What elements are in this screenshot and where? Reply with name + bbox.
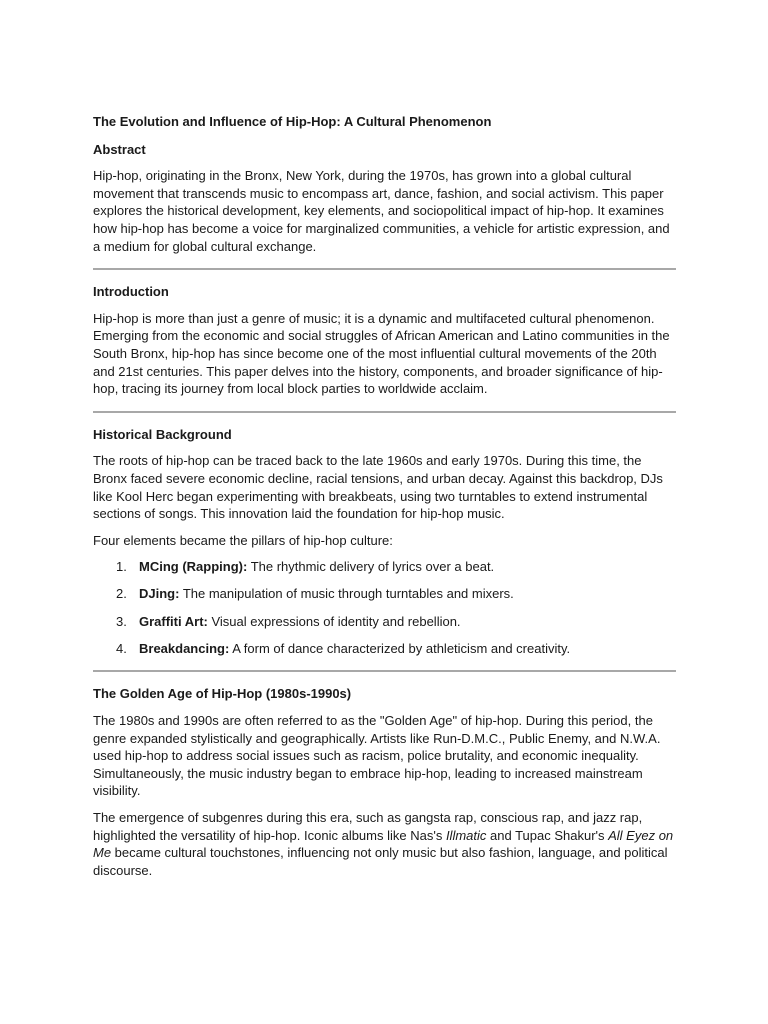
- abstract-heading: Abstract: [93, 141, 146, 157]
- introduction-body: Hip-hop is more than just a genre of music; it is a dynamic and multifaceted cultural phenomenon. Emerging from the economic and social struggles of African American and Latino communities in the South Bronx, hip-hop has since become one of the most influential cultural movements of the 20th and 21st centuries. This paper delves into the history, components, and broader significance of hip-hop, tracing its journey from local block parties to worldwide acclaim.: [93, 310, 670, 397]
- golden-age-body-2-text: became cultural touchstones, influencing not only music but also fashion, language, and political discourse.: [93, 845, 668, 878]
- elements-intro: Four elements became the pillars of hip-hop culture:: [93, 532, 393, 548]
- list-item-number: 4.: [116, 640, 127, 656]
- hip-hop-elements-list: [93, 558, 676, 657]
- list-item: [93, 640, 676, 658]
- list-item-description: Visual expressions of identity and rebellion.: [207, 613, 461, 629]
- list-item: [93, 613, 676, 631]
- golden-age-body-2-text: and Tupac Shakur's: [486, 827, 609, 843]
- section-divider: [93, 411, 676, 413]
- list-item: [93, 558, 676, 576]
- list-item-term: Breakdancing:: [139, 640, 230, 656]
- golden-age-heading: The Golden Age of Hip-Hop (1980s-1990s): [93, 686, 352, 702]
- album-title-illmatic: Illmatic: [445, 827, 487, 843]
- historical-background-heading: Historical Background: [93, 426, 232, 442]
- historical-background-body: The roots of hip-hop can be traced back to the late 1960s and early 1970s. During this time, the Bronx faced severe economic decline, racial tensions, and urban decay. Against this backdrop, DJs like Kool Herc began experimenting with breakbeats, using two turntables to extend instrumental sections of songs. This innovation laid the foundation for hip-hop music.: [93, 453, 663, 522]
- document-page: [93, 113, 676, 888]
- list-item-term: DJing:: [139, 586, 180, 602]
- document-title: The Evolution and Influence of Hip-Hop: A Cultural Phenomenon: [93, 114, 492, 129]
- section-divider: [93, 670, 676, 672]
- list-item-description: The rhythmic delivery of lyrics over a beat.: [247, 559, 495, 575]
- list-item-term: MCing (Rapping):: [139, 559, 248, 575]
- list-item-number: 1.: [116, 559, 127, 575]
- golden-age-body-2: [93, 809, 676, 879]
- golden-age-body-1: The 1980s and 1990s are often referred to as the "Golden Age" of hip-hop. During this period, the genre expanded stylistically and geographically. Artists like Run-D.M.C., Public Enemy, and N.W.A. used hip-hop to address social issues such as racism, police brutality, and economic inequality. Simultaneously, the music industry began to embrace hip-hop, leading to increased mainstream visibility.: [93, 713, 661, 799]
- section-divider: [93, 268, 676, 270]
- list-item-number: 3.: [116, 613, 127, 629]
- introduction-heading: Introduction: [93, 284, 169, 300]
- list-item-term: Graffiti Art:: [139, 613, 208, 629]
- list-item: [93, 585, 676, 603]
- list-item-number: 2.: [116, 586, 127, 602]
- list-item-description: A form of dance characterized by athleticism and creativity.: [229, 640, 571, 656]
- abstract-body: Hip-hop, originating in the Bronx, New York, during the 1970s, has grown into a global cultural movement that transcends music to encompass art, dance, fashion, and social activism. This paper explores the historical development, key elements, and sociopolitical impact of hip-hop. It examines how hip-hop has become a voice for marginalized communities, a vehicle for artistic expression, and a medium for global cultural exchange.: [93, 168, 670, 254]
- golden-age-body-2-text: The emergence of subgenres during this era, such as gangsta rap, conscious rap, and jazz rap, highlighted the versatility of hip-hop. Iconic albums like Nas's: [93, 810, 643, 843]
- album-title-all-eyez-on-me: All Eyez on Me: [93, 827, 674, 861]
- list-item-description: The manipulation of music through turntables and mixers.: [179, 586, 514, 602]
